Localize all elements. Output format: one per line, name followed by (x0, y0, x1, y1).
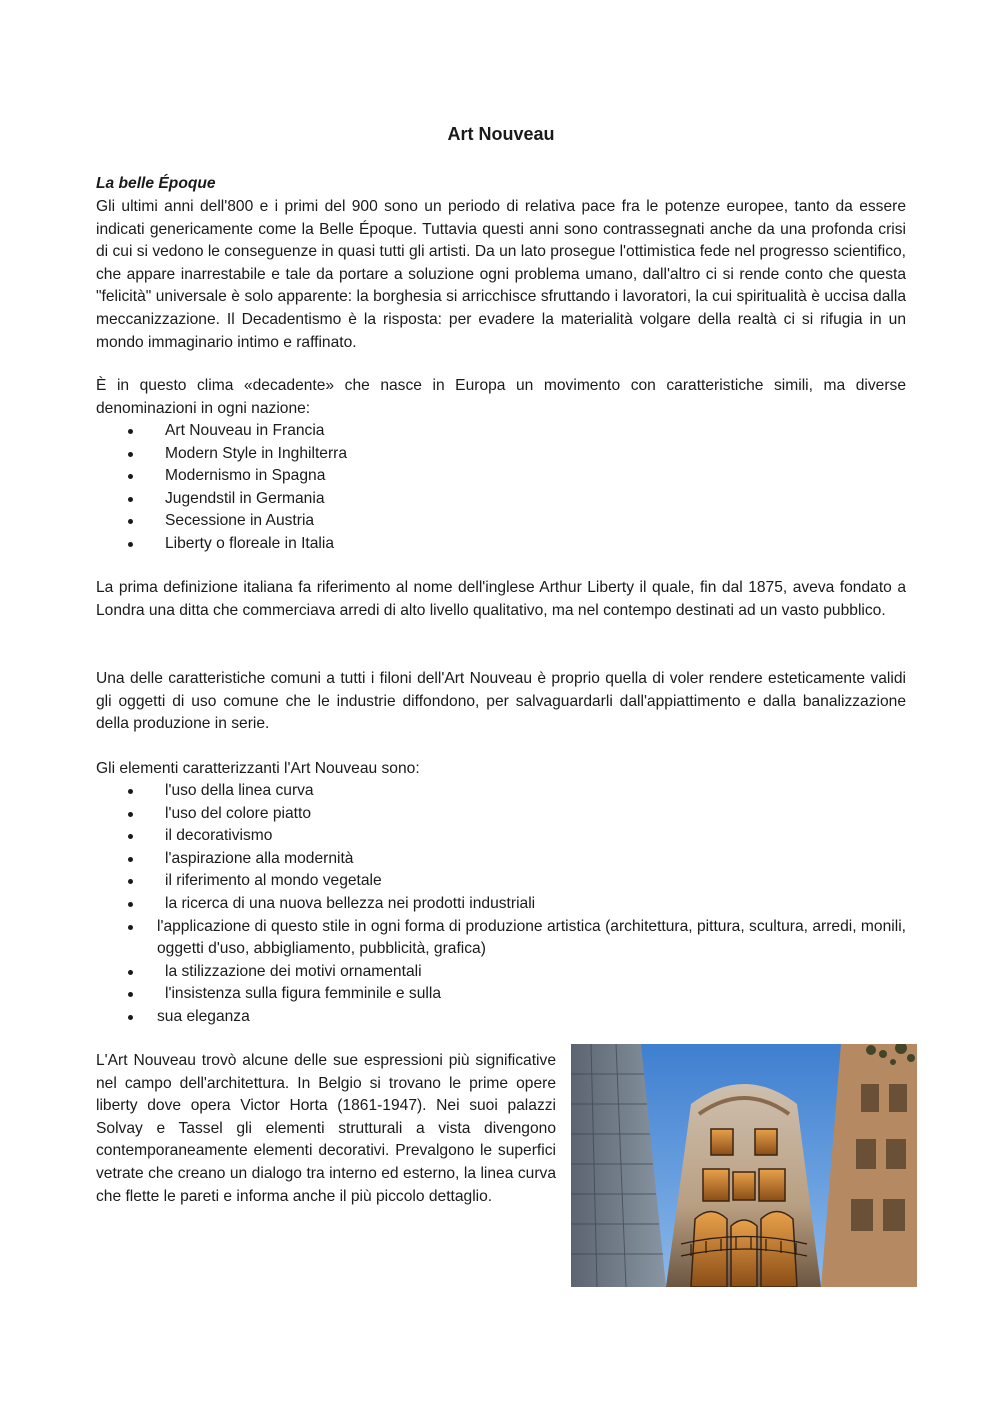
list-item: Art Nouveau in Francia (96, 420, 906, 443)
list-item: l'uso del colore piatto (96, 803, 906, 826)
section-subtitle: La belle Époque (96, 175, 216, 192)
list-item: Secessione in Austria (96, 510, 906, 533)
list-item: la ricerca di una nuova bellezza nei prodotti industriali (96, 893, 906, 916)
paragraph-liberty-definition: La prima definizione italiana fa riferimento al nome dell'inglese Arthur Liberty il quale, fin dal 1875, aveva fondato a Londra una ditta che commerciava arredi di alto livello qualitativo, ma nel contempo destinati ad un vasto pubblico. (96, 579, 906, 619)
list-item: Jugendstil in Germania (96, 488, 906, 511)
list-item: la stilizzazione dei motivi ornamentali (96, 961, 906, 984)
list-item: l'insistenza sulla figura femminile e sulla (96, 983, 906, 1006)
list-item: Modern Style in Inghilterra (96, 443, 906, 466)
list-item: Liberty o floreale in Italia (96, 533, 906, 556)
list-item: il decorativismo (96, 825, 906, 848)
art-nouveau-building-photo (571, 1044, 917, 1287)
page-title: Art Nouveau (447, 124, 555, 144)
list-item: il riferimento al mondo vegetale (96, 870, 906, 893)
paragraph-architecture: L'Art Nouveau trovò alcune delle sue espressioni più significative nel campo dell'architettura. In Belgio si trovano le prime opere liberty dove opera Victor Horta (1861-1947). Nei suoi palazzi Solvay e Tassel gli elementi strutturali a vista divengono contemporaneamente elementi decorativi. Prevalgono le superfici vetrate che creano un dialogo tra interno ed esterno, la linea curva che flette le pareti e informa anche il più piccolo dettaglio. (96, 1052, 556, 1205)
list-item: l'aspirazione alla modernità (96, 848, 906, 871)
list-item: sua eleganza (96, 1006, 906, 1029)
list-item: Modernismo in Spagna (96, 465, 906, 488)
characteristics-list (96, 780, 906, 1029)
list-item: l'uso della linea curva (96, 780, 906, 803)
national-names-list (96, 420, 906, 556)
paragraph-elements-intro: Gli elementi caratterizzanti l'Art Nouveau sono: (96, 760, 420, 777)
paragraph-belle-epoque: Gli ultimi anni dell'800 e i primi del 900 sono un periodo di relativa pace fra le potenze europee, tanto da essere indicati genericamente come la Belle Époque. Tuttavia questi anni sono contrassegnati anche da una profonda crisi di cui si vedono le conseguenze in quasi tutti gli artisti. Da un lato prosegue l'ottimistica fede nel progresso scientifico, che appare inarrestabile e tale da portare a soluzione ogni problema umano, dall'altro ci si rende conto che questa "felicità" universale è solo apparente: la borghesia si arricchisce sfruttando i lavoratori, la cui spiritualità è uccisa dalla meccanizzazione. Il Decadentismo è la risposta: per evadere la materialità volgare della realtà ci si rifugia in un mondo immaginario intimo e raffinato. (96, 198, 906, 351)
paragraph-common-traits: Una delle caratteristiche comuni a tutti i filoni dell'Art Nouveau è proprio quella di voler rendere esteticamente validi gli oggetti di uso comune che le industrie diffondono, per salvaguardarli dall'appiattimento e dalla banalizzazione della produzione in serie. (96, 670, 906, 733)
list-item: l'applicazione di questo stile in ogni forma di produzione artistica (architettura, pittura, scultura, arredi, monili, oggetti d'uso, abbigliamento, pubblicità, grafica) (96, 916, 906, 961)
paragraph-decadent-climate: È in questo clima «decadente» che nasce in Europa un movimento con caratteristiche simili, ma diverse denominazioni in ogni nazione: (96, 377, 906, 417)
